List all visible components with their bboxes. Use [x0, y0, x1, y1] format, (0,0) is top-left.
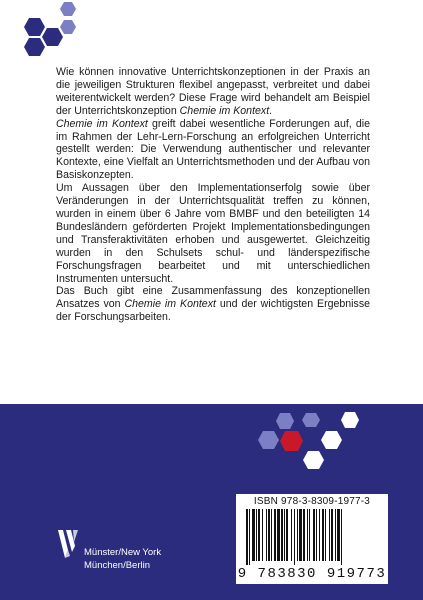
- isbn-label: ISBN 978-3-8309-1977-3: [253, 496, 371, 507]
- publisher-logo-icon: [56, 524, 80, 564]
- blurb-paragraph-3: Um Aussagen über den Implementationserfolg sowie über Veränderungen in der Unterrichtsqualität treffen zu können, wurden in einem über 6 Jahre vom BMBF und den beteiligten 14 Bundesländern geförderten Projekt Implementationsbedingungen und Transferaktivitäten erhoben und ausgewertet. Gleichzeitig wurden in den Schulsets schul- und länderspezifische Forschungsfragen bearbeitet und mit unterschiedlichen Instrumenten untersucht.: [56, 182, 370, 285]
- blurb-paragraph-2: Chemie im Kontext greift dabei wesentliche Forderungen auf, die im Rahmen der Lehr-Lern-Forschung an erfolgreichen Unterricht gestellt werden: Die Verwendung authentischer und relevanter Kontexte, eine Vielfalt an Unterrichtsmethoden und der Aufbau von Basiskonzepten.: [56, 117, 371, 182]
- blurb-paragraph-4: Das Buch gibt eine Zusammenfassung des konzeptionellen Ansatzes von Chemie im Kontext und der wichtigsten Ergebnisse der Forschungsarbeiten.: [56, 285, 371, 324]
- publisher-location-1: Münster/New York: [84, 547, 162, 558]
- publisher-locations: [84, 547, 161, 572]
- publisher-location-2: München/Berlin: [84, 559, 151, 571]
- hexagon-cluster-top-icon: [0, 0, 100, 60]
- hexagon-cluster-bottom-icon: [0, 404, 423, 504]
- blurb-paragraph-1: Wie können innovative Unterrichtskonzeptionen in der Praxis an die jeweiligen Strukturen flexibel angepasst, verbreitet und dabei weiterentwickelt werden? Diese Frage wird behandelt am Beispiel der Unterrichtskonzeption Chemie im Kontext.: [56, 66, 370, 117]
- isbn-barcode-box: [236, 494, 388, 584]
- isbn-digits: 9 783830 919773: [237, 566, 387, 582]
- barcode-icon: [244, 509, 380, 565]
- back-cover-blurb: [56, 66, 370, 324]
- top-band: [0, 0, 423, 60]
